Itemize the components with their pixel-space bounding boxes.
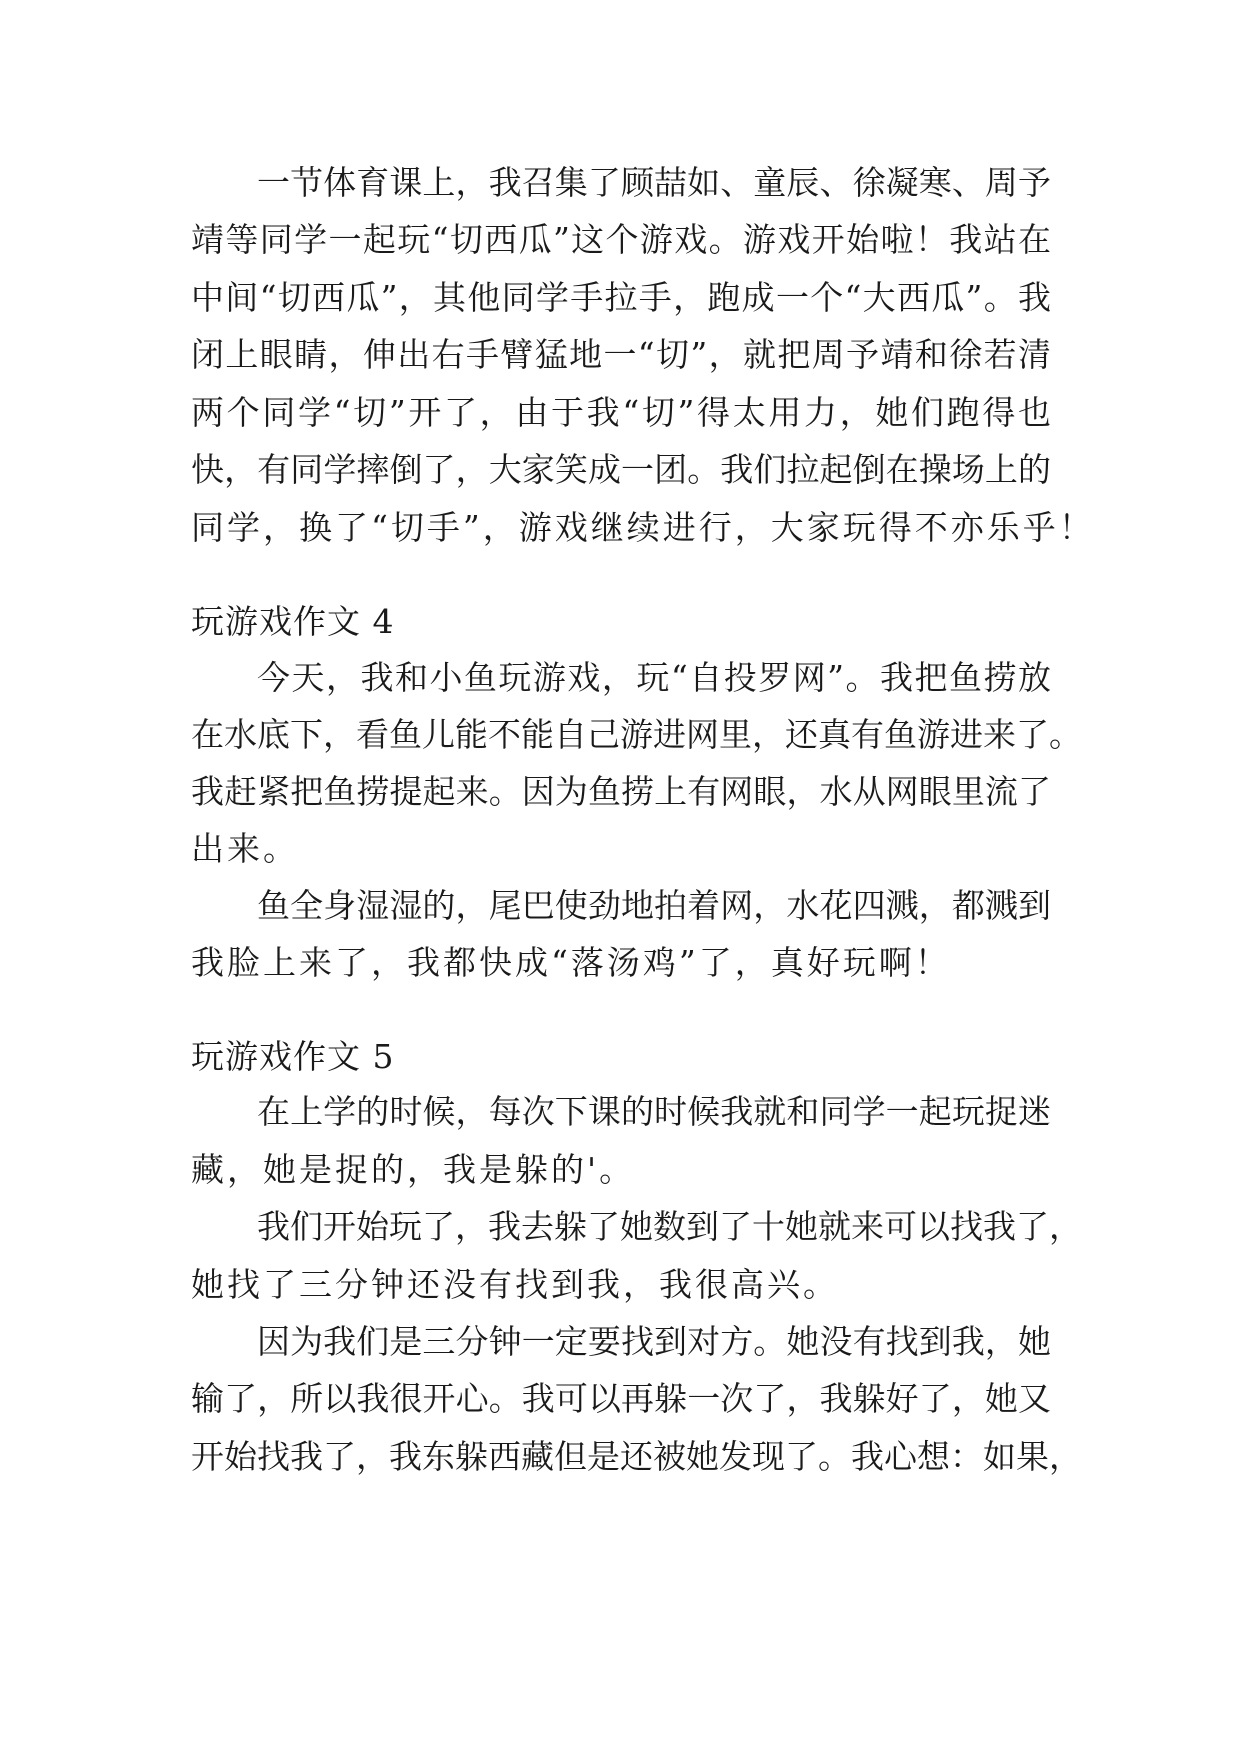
paragraph-line: 两个同学“切”开了，由于我“切”得太用力，她们跑得也 bbox=[191, 393, 1051, 432]
section-heading: 玩游戏作文 5 bbox=[191, 1037, 395, 1076]
paragraph-line: 快，有同学摔倒了，大家笑成一团。我们拉起倒在操场上的 bbox=[191, 450, 1051, 489]
paragraph-line: 藏，她是捉的，我是躲的'。 bbox=[191, 1150, 636, 1189]
paragraph-line: 中间“切西瓜”，其他同学手拉手，跑成一个“大西瓜”。我 bbox=[191, 278, 1051, 317]
paragraph-line: 一节体育课上，我召集了顾喆如、童辰、徐凝寒、周予 bbox=[257, 163, 1051, 202]
paragraph-line: 在水底下，看鱼儿能不能自己游进网里，还真有鱼游进来了。 bbox=[191, 715, 1082, 754]
paragraph-line: 开始找我了，我东躲西藏但是还被她发现了。我心想：如果， bbox=[191, 1437, 1082, 1476]
paragraph-line: 同学，换了“切手”，游戏继续进行，大家玩得不亦乐乎！ bbox=[191, 508, 1095, 547]
section-heading: 玩游戏作文 4 bbox=[191, 602, 395, 641]
paragraph-line: 我脸上来了，我都快成“落汤鸡”了，真好玩啊！ bbox=[191, 943, 951, 982]
paragraph-line: 因为我们是三分钟一定要找到对方。她没有找到我，她 bbox=[257, 1322, 1051, 1361]
paragraph-line: 我们开始玩了，我去躲了她数到了十她就来可以找我了， bbox=[257, 1207, 1082, 1246]
paragraph-line: 在上学的时候，每次下课的时候我就和同学一起玩捉迷 bbox=[257, 1092, 1051, 1131]
paragraph-line: 我赶紧把鱼捞提起来。因为鱼捞上有网眼，水从网眼里流了 bbox=[191, 772, 1051, 811]
paragraph-line: 鱼全身湿湿的，尾巴使劲地拍着网，水花四溅，都溅到 bbox=[257, 886, 1051, 925]
paragraph-line: 出来。 bbox=[191, 829, 299, 868]
paragraph-line: 靖等同学一起玩“切西瓜”这个游戏。游戏开始啦！我站在 bbox=[191, 220, 1051, 259]
paragraph-line: 闭上眼睛，伸出右手臂猛地一“切”，就把周予靖和徐若清 bbox=[191, 335, 1051, 374]
paragraph-line: 今天，我和小鱼玩游戏，玩“自投罗网”。我把鱼捞放 bbox=[257, 658, 1051, 697]
paragraph-line: 她找了三分钟还没有找到我，我很高兴。 bbox=[191, 1265, 839, 1304]
paragraph-line: 输了，所以我很开心。我可以再躲一次了，我躲好了，她又 bbox=[191, 1379, 1051, 1418]
